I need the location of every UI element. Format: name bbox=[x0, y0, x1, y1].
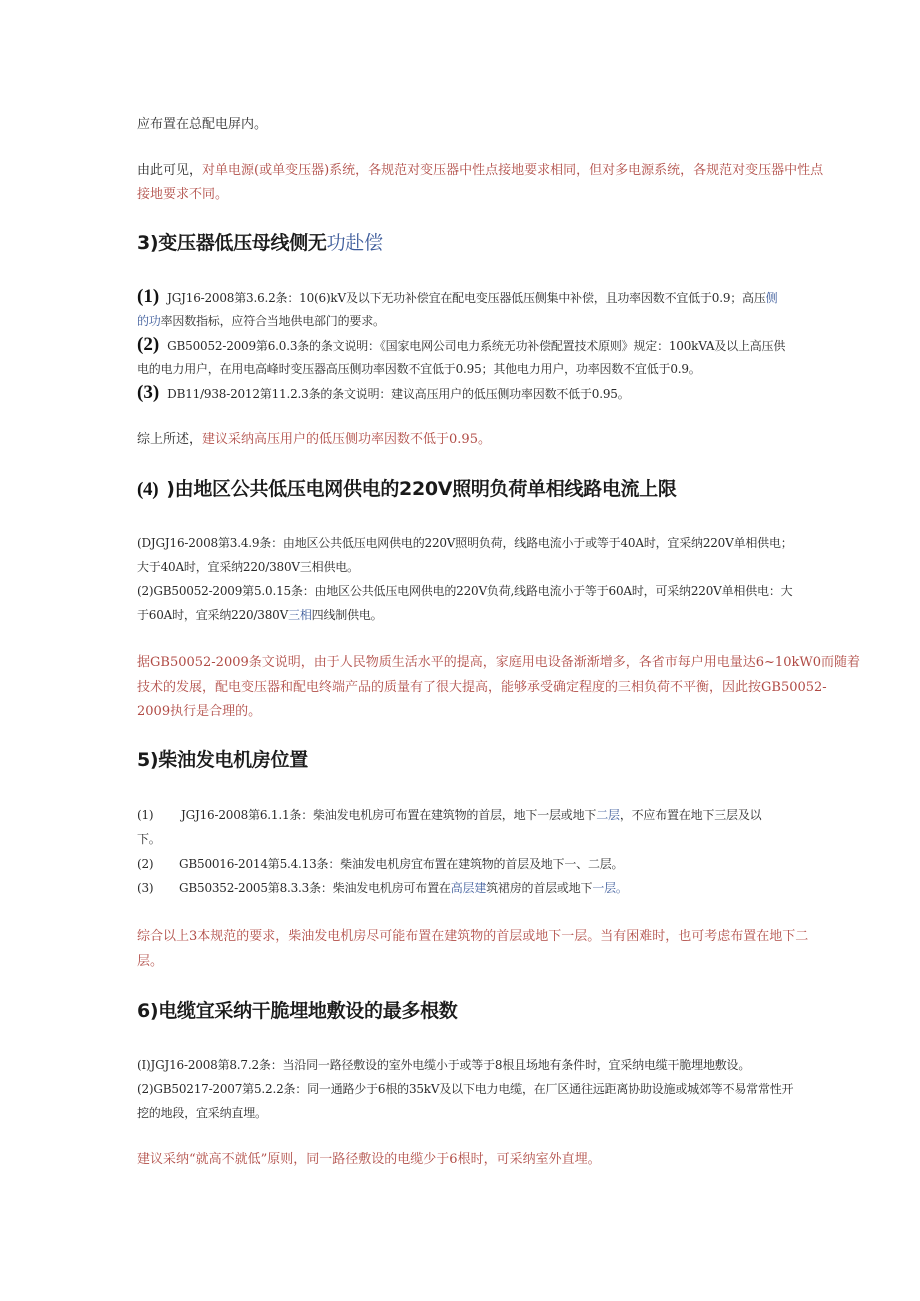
sec3-item-2 bbox=[137, 334, 786, 355]
item-number: (3) bbox=[137, 382, 160, 403]
item-text: ，不应布置在地下三层及以 bbox=[619, 808, 762, 822]
sec5-note-cont bbox=[137, 954, 163, 970]
heading-text: )由地区公共低压电网供电的220V照明负荷单相线路电流上限 bbox=[166, 478, 677, 500]
item-text: (2)GB50052-2009第5.0.15条：由地区公共低压电网供电的220V负荷,线路电流小于等于60A时，可采纳220V单相供电：大 bbox=[137, 584, 793, 598]
item-text: GB50052-2009第6.0.3条的条文说明：《国家电网公司电力系统无功补偿配置技术原则》规定：100kVA及以上高压供 bbox=[167, 339, 786, 353]
sec4-item-2-cont bbox=[137, 607, 382, 624]
sec6-item-2 bbox=[137, 1081, 793, 1098]
sec4-item-1-cont bbox=[137, 559, 359, 576]
item-text: 率因数指标，应符合当地供电部门的要求。 bbox=[160, 314, 385, 328]
item-text: 四线制供电。 bbox=[311, 608, 383, 622]
heading-number: (4) bbox=[137, 479, 159, 500]
sec3-item-2-cont bbox=[137, 361, 701, 378]
item-number: (2) bbox=[137, 857, 154, 871]
heading-text: 3)变压器低压母线侧无 bbox=[137, 232, 327, 254]
item-text: 挖的地段，宜采纳直埋。 bbox=[137, 1106, 267, 1120]
sec6-note bbox=[137, 1152, 601, 1168]
paragraph-conclusion-1-cont bbox=[137, 187, 228, 203]
item-text: JGJ16-2008第6.1.1条：柴油发电机房可布置在建筑物的首层，地下一层或地下 bbox=[181, 808, 597, 822]
item-text: 电的电力用户，在用电高峰时变压器高压侧功率因数不宜低于0.95；其他电力用户，功率因数不宜低于0.9。 bbox=[137, 362, 701, 376]
item-highlight: 侧 bbox=[765, 291, 778, 305]
sec4-note-cont-2 bbox=[137, 704, 261, 720]
item-text: (2)GB50217-2007第5.2.2条：同一通路少于6根的35kV及以下电力电缆，在厂区通往远距离协助设施或城郊等不易常常性开 bbox=[137, 1082, 794, 1096]
sec5-item-1 bbox=[137, 807, 761, 824]
highlight-text: 接地要求不同。 bbox=[137, 187, 229, 202]
section-heading-3 bbox=[137, 228, 383, 255]
item-number: (2) bbox=[137, 334, 160, 355]
item-highlight: 一层。 bbox=[592, 881, 628, 895]
heading-text: 5)柴油发电机房位置 bbox=[137, 749, 308, 771]
note-text: 技术的发展，配电变压器和配电终端产品的质量有了很大提高，能够承受确定程度的三相负荷不平衡，因此按GB50052- bbox=[137, 680, 827, 695]
item-text: 于60A时，宜采纳220/380V bbox=[137, 608, 289, 622]
highlight-text: 对单电源(或单变压器)系统，各规范对变压器中性点接地要求相同，但对多电源系统，各规范对变压器中性点 bbox=[202, 163, 824, 178]
section-heading-4 bbox=[137, 474, 677, 501]
item-text: GB50352-2005第8.3.3条：柴油发电机房可布置在 bbox=[179, 881, 451, 895]
item-highlight: 的功 bbox=[137, 314, 161, 328]
sec3-item-1 bbox=[137, 286, 778, 307]
note-text: 建议采纳“就高不就低”原则，同一路径敷设的电缆少于6根时，可采纳室外直埋。 bbox=[137, 1152, 601, 1167]
sec5-note bbox=[137, 929, 808, 945]
item-text: (DJGJ16-2008第3.4.9条：由地区公共低压电网供电的220V照明负荷，线路电流小于或等于40A时，宜采纳220V单相供电； bbox=[137, 536, 793, 550]
item-text: 大于40A时，宜采纳220/380V三相供电。 bbox=[137, 560, 359, 574]
sec3-item-1-cont bbox=[137, 313, 385, 330]
item-text: GB50016-2014第5.4.13条：柴油发电机房宜布置在建筑物的首层及地下一、二层。 bbox=[179, 857, 624, 871]
item-text: JGJ16-2008第3.6.2条：10(6)kV及以下无功补偿宜在配电变压器低压侧集中补偿，且功率因数不宜低于0.9；高压 bbox=[167, 291, 766, 305]
item-text: DB11/938-2012第11.2.3条的条文说明：建议高压用户的低压侧功率因数不低于0.95。 bbox=[167, 387, 630, 401]
sec6-item-2-cont bbox=[137, 1105, 267, 1122]
item-text: (I)JGJ16-2008第8.7.2条：当沿同一路径敷设的室外电缆小于或等于8根且场地有条件时，宜采纳电缆干脆埋地敷设。 bbox=[137, 1058, 751, 1072]
item-number: (1) bbox=[137, 286, 160, 307]
sec3-summary bbox=[137, 432, 491, 448]
note-text: 据GB50052-2009条文说明，由于人民物质生活水平的提高，家庭用电设备渐渐增多，各省市每户用电量达6~10kW0而随着 bbox=[137, 655, 860, 670]
paragraph-conclusion-1 bbox=[137, 163, 823, 179]
note-text: 综合以上3本规范的要求，柴油发电机房尽可能布置在建筑物的首层或地下一层。当有困难时，也可考虑布置在地下二 bbox=[137, 929, 809, 944]
paragraph-prefix: 由此可见， bbox=[137, 163, 203, 178]
sec4-item-2 bbox=[137, 583, 792, 600]
section-heading-5 bbox=[137, 745, 308, 772]
item-highlight: 二层 bbox=[596, 808, 620, 822]
sec3-item-3 bbox=[137, 382, 630, 403]
sec5-item-1-cont bbox=[137, 831, 161, 848]
sec5-item-2 bbox=[137, 856, 623, 873]
section-heading-6 bbox=[137, 996, 458, 1023]
paragraph-intro bbox=[137, 117, 267, 133]
sec4-note bbox=[137, 655, 860, 671]
item-highlight: 高层建 bbox=[450, 881, 487, 895]
sec6-item-1 bbox=[137, 1057, 750, 1074]
item-text: 筑裙房的首层或地下 bbox=[486, 881, 593, 895]
paragraph-text: 应布置在总配电屏内。 bbox=[137, 117, 268, 132]
sec5-item-3 bbox=[137, 880, 628, 897]
item-number: (3) bbox=[137, 881, 154, 895]
sec4-item-1 bbox=[137, 535, 793, 552]
sec4-note-cont-1 bbox=[137, 680, 827, 696]
item-text: 下。 bbox=[137, 832, 161, 846]
heading-highlight: 功赴偿 bbox=[326, 232, 383, 254]
summary-prefix: 综上所述， bbox=[137, 432, 203, 447]
item-number: (1) bbox=[137, 808, 154, 822]
note-text: 层。 bbox=[137, 954, 164, 969]
heading-text: 6)电缆宜采纳干脆埋地敷设的最多根数 bbox=[137, 1000, 458, 1022]
note-text: 2009执行是合理的。 bbox=[137, 704, 262, 719]
item-highlight: 三相 bbox=[288, 608, 312, 622]
summary-highlight: 建议采纳高压用户的低压侧功率因数不低于0.95。 bbox=[202, 432, 491, 447]
